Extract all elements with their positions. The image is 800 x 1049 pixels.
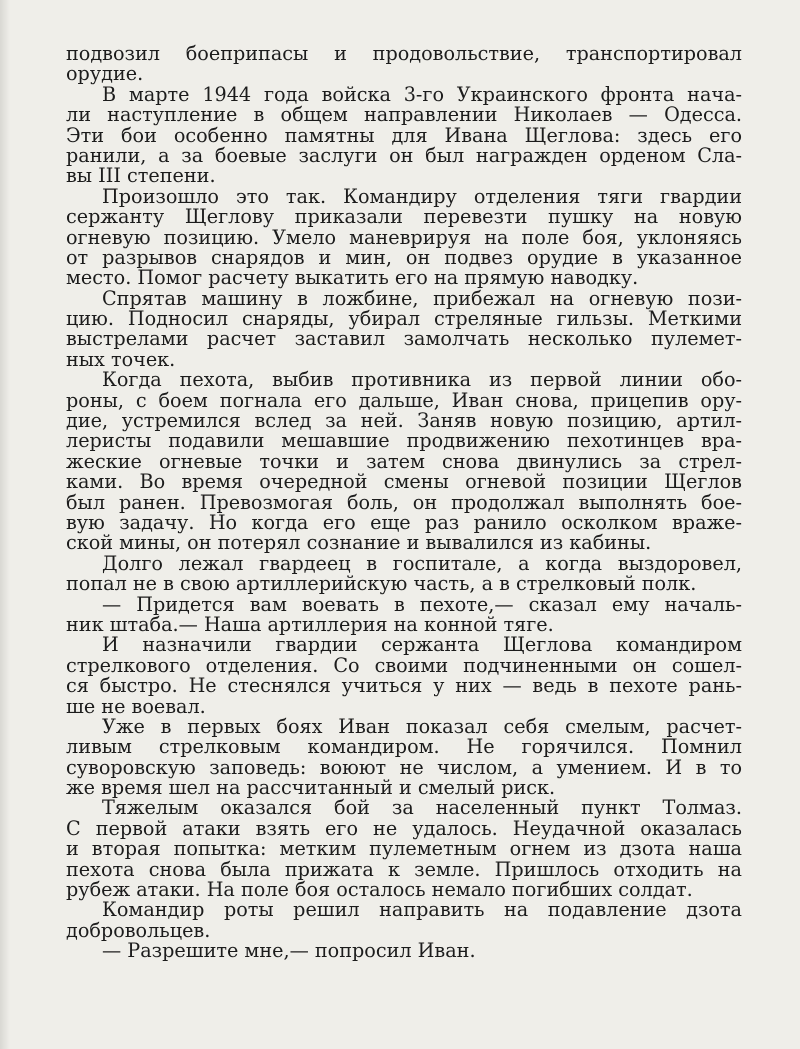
text-line: добровольцев. (66, 918, 211, 942)
text-line: и вторая попытка: метким пулеметным огнем из дзота наша (66, 837, 742, 861)
text-line: ся быстро. Не стеснялся учиться у них — ведь в пехоте рань- (66, 674, 742, 698)
text-line: пехота снова была прижата к земле. Пришлось отходить на (66, 857, 742, 881)
text-line: огневую позицию. Умело маневрируя на поле боя, уклоняясь (66, 225, 742, 249)
paragraph (66, 82, 742, 188)
paragraph (66, 941, 742, 961)
text-line: леристы подавили мешавшие продвижению пехотинцев вра- (66, 429, 742, 453)
text-line: ше не воевал. (66, 694, 206, 718)
text-line: орудие. (66, 62, 144, 86)
text-line: от разрывов снарядов и мин, он подвез орудие в указанное (66, 245, 742, 269)
text-line: — Разрешите мне,— попросил Иван. (102, 939, 476, 963)
text-line: сержанту Щеглову приказали перевезти пушку на новую (66, 205, 742, 229)
text-line: ской мины, он потерял сознание и вывалился из кабины. (66, 531, 652, 555)
text-line: ных точек. (66, 347, 176, 371)
text-line: роны, с боем погнала его дальше, Иван снова, прицепив ору- (66, 388, 742, 412)
text-line: В марте 1944 года войска 3-го Украинского фронта нача- (102, 82, 742, 106)
text-line: стрелкового отделения. Со своими подчиненными он сошел- (66, 653, 742, 677)
text-line: место. Помог расчету выкатить его на прямую наводку. (66, 266, 639, 290)
paragraph (66, 370, 742, 554)
page-body-text (66, 44, 742, 962)
text-line: — Придется вам воевать в пехоте,— сказал ему началь- (102, 592, 742, 616)
page-binding-shadow (0, 0, 10, 1049)
text-line: суворовскую заповедь: воюют не числом, а умением. И в то (66, 755, 742, 779)
paragraph (66, 635, 742, 717)
text-line: подвозил боеприпасы и продовольствие, транспортировал (66, 42, 742, 65)
paragraph (66, 592, 742, 636)
text-line: был ранен. Превозмогая боль, он продолжал выполнять бое- (66, 490, 742, 514)
paragraph (66, 551, 742, 596)
text-line: Когда пехота, выбив противника из первой линии обо- (102, 368, 742, 392)
paragraph (66, 714, 742, 800)
text-line: жеские огневые точки и затем снова двинулись за стрел- (66, 449, 742, 473)
text-line: Тяжелым оказался бой за населенный пункт Толмаз. (102, 796, 742, 820)
paragraph (66, 44, 742, 85)
text-line: Произошло это так. Командиру отделения тяги гвардии (102, 184, 742, 208)
paragraph (66, 798, 742, 900)
text-line: вую задачу. Но когда его еще раз ранило осколком враже- (66, 510, 742, 534)
text-line: рубеж атаки. На поле боя осталось немало погибших солдат. (66, 878, 693, 902)
text-line: С первой атаки взять его не удалось. Неудачной оказалась (66, 816, 742, 840)
text-line: Спрятав машину в ложбине, прибежал на огневую пози- (102, 286, 742, 310)
text-line: цию. Подносил снаряды, убирал стреляные гильзы. Меткими (66, 307, 742, 331)
text-line: Командир роты решил направить на подавление дзота (102, 898, 742, 922)
text-line: И назначили гвардии сержанта Щеглова командиром (102, 633, 742, 657)
text-line: ливым стрелковым командиром. Не горячился. Помнил (66, 735, 742, 759)
paragraph (66, 900, 742, 941)
text-line: попал не в свою артиллерийскую часть, а в стрелковый полк. (66, 572, 697, 596)
text-line: же время шел на рассчитанный и смелый риск. (66, 776, 556, 800)
text-line: ник штаба.— Наша артиллерия на конной тяге. (66, 612, 554, 636)
paragraph (66, 286, 742, 371)
text-line: ли наступление в общем направлении Николаев — Одесса. (66, 103, 742, 127)
text-line: Уже в первых боях Иван показал себя смелым, расчет- (102, 714, 742, 738)
text-line: Эти бои особенно памятны для Ивана Щеглова: здесь его (66, 123, 742, 147)
text-line: Долго лежал гвардеец в госпитале, а когда выздоровел, (102, 551, 742, 575)
text-line: вы III степени. (66, 164, 216, 188)
text-line: выстрелами расчет заставил замолчать несколько пулемет- (66, 327, 742, 351)
text-line: ранили, а за боевые заслуги он был награжден орденом Сла- (66, 143, 742, 167)
text-line: дие, устремился вслед за ней. Заняв новую позицию, артил- (66, 409, 742, 433)
text-line: ками. Во время очередной смены огневой позиции Щеглов (66, 470, 742, 494)
paragraph (66, 184, 742, 290)
